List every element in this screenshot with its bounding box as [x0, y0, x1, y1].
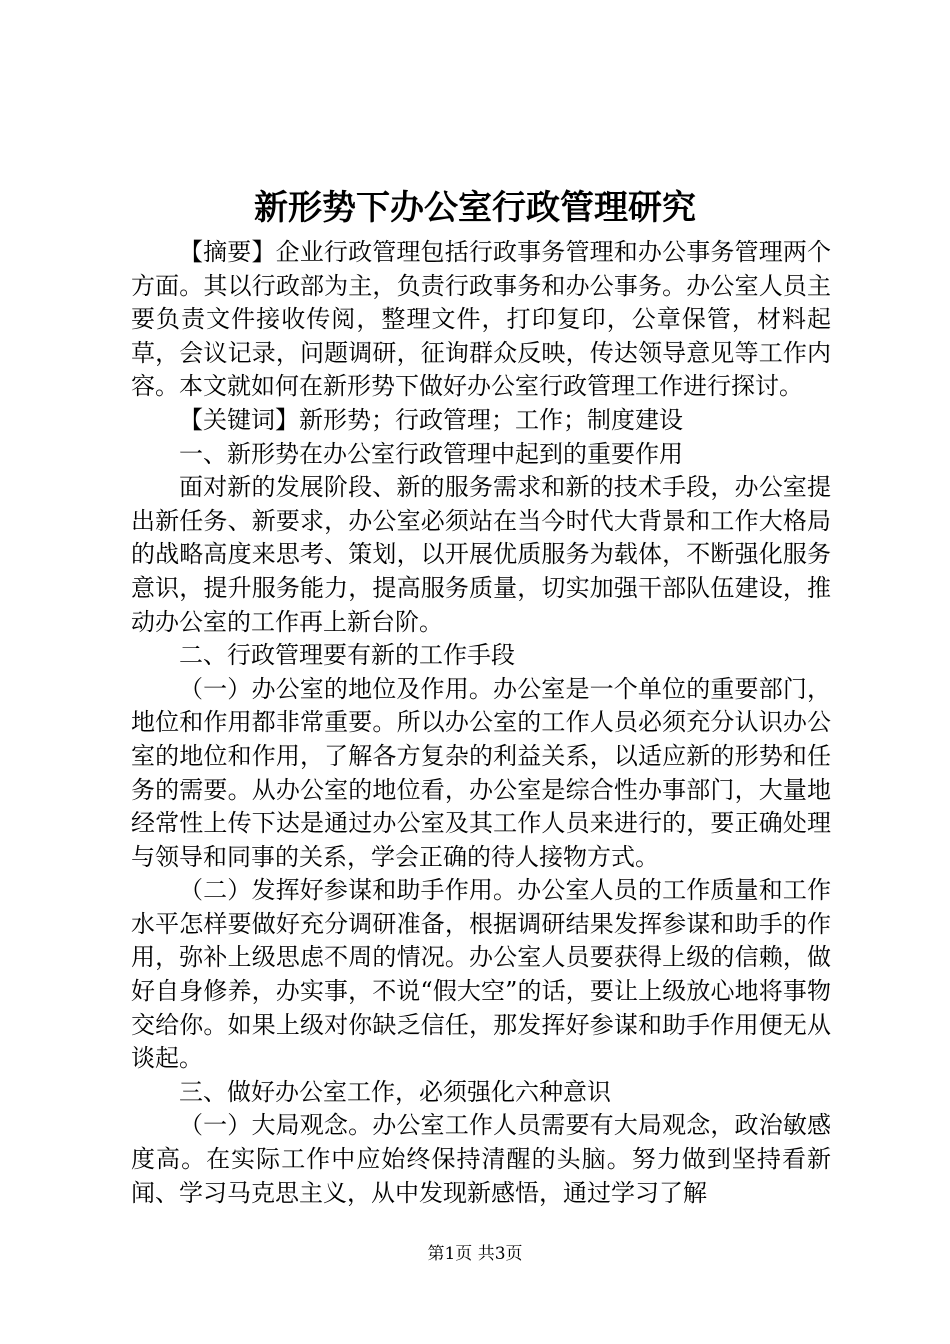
section-heading-1: 一、新形势在办公室行政管理中起到的重要作用 [179, 439, 683, 468]
document-body [131, 236, 831, 1210]
paragraph: （二）发挥好参谋和助手作用。办公室人员的工作质量和工作水平怎样要做好充分调研准备，根据调研结果发挥参谋和助手的作用，弥补上级思虑不周的情况。办公室人员要获得上级的信赖，做好自身修养，办实事，不说“假大空”的话，要让上级放心地将事物交给你。如果上级对你缺乏信任，那发挥好参谋和助手作用便无从谈起。 [131, 876, 831, 1073]
paragraph-keywords: 【关键词】新形势；行政管理；工作；制度建设 [179, 405, 683, 434]
section-heading-3: 三、做好办公室工作，必须强化六种意识 [179, 1077, 611, 1106]
page-footer: 第1页 共3页 [427, 1244, 523, 1264]
section-heading-2: 二、行政管理要有新的工作手段 [179, 641, 515, 670]
paragraph-abstract: 【摘要】企业行政管理包括行政事务管理和办公事务管理两个方面。其以行政部为主，负责行政事务和办公事务。办公室人员主要负责文件接收传阅，整理文件，打印复印，公章保管，材料起草，会议记录，问题调研，征询群众反映，传达领导意见等工作内容。本文就如何在新形势下做好办公室行政管理工作进行探讨。 [131, 238, 831, 401]
document-title: 新形势下办公室行政管理研究 [254, 188, 696, 228]
paragraph: （一）办公室的地位及作用。办公室是一个单位的重要部门，地位和作用都非常重要。所以办公室的工作人员必须充分认识办公室的地位和作用，了解各方复杂的利益关系，以适应新的形势和任务的需要。从办公室的地位看，办公室是综合性办事部门，大量地经常性上传下达是通过办公室及其工作人员来进行的，要正确处理与领导和同事的关系，学会正确的待人接物方式。 [131, 674, 831, 871]
paragraph: 面对新的发展阶段、新的服务需求和新的技术手段，办公室提出新任务、新要求，办公室必须站在当今时代大背景和工作大格局的战略高度来思考、策划，以开展优质服务为载体，不断强化服务意识，提升服务能力，提高服务质量，切实加强干部队伍建设，推动办公室的工作再上新台阶。 [131, 473, 831, 636]
paragraph: （一）大局观念。办公室工作人员需要有大局观念，政治敏感度高。在实际工作中应始终保持清醒的头脑。努力做到坚持看新闻、学习马克思主义，从中发现新感悟，通过学习了解 [131, 1111, 831, 1207]
